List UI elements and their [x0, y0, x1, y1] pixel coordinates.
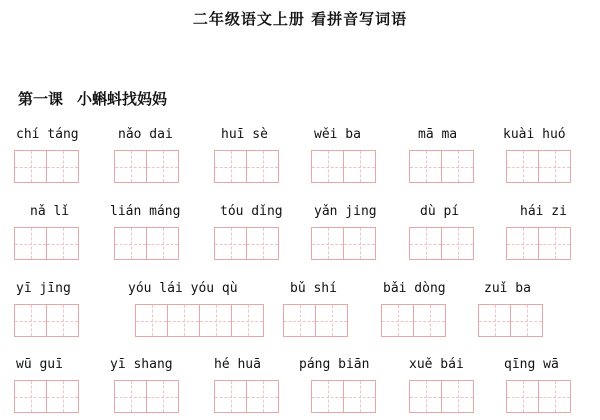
pinyin-text: chí táng [16, 127, 79, 142]
writing-cell[interactable] [311, 227, 344, 260]
writing-cell[interactable] [506, 227, 539, 260]
pinyin-text: kuài huó [503, 127, 566, 142]
writing-grid [14, 150, 78, 183]
writing-cell[interactable] [146, 227, 179, 260]
writing-grid [114, 227, 178, 260]
pinyin-text: tóu dǐng [220, 204, 283, 219]
writing-cell[interactable] [510, 304, 543, 337]
writing-grid [114, 150, 178, 183]
writing-cell[interactable] [231, 304, 264, 337]
pinyin-text: hé huā [214, 357, 261, 372]
pinyin-text: yī jīng [16, 281, 71, 296]
writing-cell[interactable] [538, 380, 571, 413]
writing-grid [311, 380, 375, 413]
writing-cell[interactable] [381, 304, 414, 337]
writing-grid [214, 150, 278, 183]
writing-grid [478, 304, 542, 337]
lesson-number: 第一课 [18, 90, 64, 108]
writing-cell[interactable] [538, 227, 571, 260]
pinyin-text: yǎn jing [314, 204, 377, 219]
pinyin-text: yī shang [110, 357, 173, 372]
writing-cell[interactable] [14, 304, 47, 337]
writing-cell[interactable] [441, 380, 474, 413]
pinyin-text: qīng wā [504, 357, 559, 372]
writing-cell[interactable] [506, 150, 539, 183]
writing-cell[interactable] [409, 227, 442, 260]
writing-cell[interactable] [14, 150, 47, 183]
pinyin-text: huī sè [221, 127, 268, 142]
writing-cell[interactable] [283, 304, 316, 337]
pinyin-text: bǔ shí [290, 281, 337, 296]
writing-grid [214, 380, 278, 413]
writing-cell[interactable] [114, 380, 147, 413]
writing-grid [506, 150, 570, 183]
writing-cell[interactable] [538, 150, 571, 183]
writing-cell[interactable] [214, 150, 247, 183]
pinyin-text: nǎo dai [118, 127, 173, 142]
writing-cell[interactable] [46, 380, 79, 413]
writing-cell[interactable] [146, 380, 179, 413]
pinyin-text: xuě bái [409, 357, 464, 372]
writing-cell[interactable] [246, 150, 279, 183]
writing-cell[interactable] [14, 227, 47, 260]
writing-cell[interactable] [146, 150, 179, 183]
writing-cell[interactable] [409, 150, 442, 183]
pinyin-text: zuǐ ba [484, 281, 531, 296]
writing-cell[interactable] [135, 304, 168, 337]
writing-grid [311, 150, 375, 183]
writing-cell[interactable] [114, 227, 147, 260]
writing-cell[interactable] [46, 227, 79, 260]
writing-cell[interactable] [46, 150, 79, 183]
writing-grid [506, 380, 570, 413]
writing-cell[interactable] [506, 380, 539, 413]
writing-grid [14, 227, 78, 260]
writing-grid [14, 304, 78, 337]
writing-cell[interactable] [343, 380, 376, 413]
writing-cell[interactable] [441, 227, 474, 260]
writing-grid [14, 380, 78, 413]
page-title: 二年级语文上册 看拼音写词语 [192, 10, 408, 28]
writing-cell[interactable] [413, 304, 446, 337]
pinyin-text: hái zi [520, 204, 567, 219]
writing-cell[interactable] [311, 150, 344, 183]
writing-grid [135, 304, 263, 337]
writing-cell[interactable] [246, 380, 279, 413]
writing-cell[interactable] [441, 150, 474, 183]
writing-grid [409, 150, 473, 183]
writing-grid [214, 227, 278, 260]
writing-cell[interactable] [478, 304, 511, 337]
writing-cell[interactable] [214, 227, 247, 260]
pinyin-text: mā ma [418, 127, 458, 142]
writing-grid [283, 304, 347, 337]
pinyin-text: dù pí [420, 204, 460, 219]
writing-cell[interactable] [46, 304, 79, 337]
writing-grid [506, 227, 570, 260]
pinyin-text: nǎ lǐ [30, 204, 70, 219]
pinyin-text: wěi ba [314, 127, 361, 142]
writing-grid [311, 227, 375, 260]
pinyin-text: yóu lái yóu qù [128, 281, 238, 296]
writing-cell[interactable] [343, 227, 376, 260]
writing-cell[interactable] [199, 304, 232, 337]
writing-cell[interactable] [214, 380, 247, 413]
writing-cell[interactable] [167, 304, 200, 337]
pinyin-text: páng biān [299, 357, 370, 372]
writing-cell[interactable] [409, 380, 442, 413]
writing-cell[interactable] [343, 150, 376, 183]
writing-grid [409, 380, 473, 413]
writing-cell[interactable] [246, 227, 279, 260]
pinyin-text: lián máng [110, 204, 181, 219]
writing-cell[interactable] [311, 380, 344, 413]
lesson-name: 小蝌蚪找妈妈 [77, 90, 168, 108]
pinyin-text: bǎi dòng [383, 281, 446, 296]
writing-cell[interactable] [14, 380, 47, 413]
writing-cell[interactable] [114, 150, 147, 183]
writing-cell[interactable] [315, 304, 348, 337]
pinyin-text: wū guī [16, 357, 63, 372]
writing-grid [381, 304, 445, 337]
writing-grid [114, 380, 178, 413]
writing-grid [409, 227, 473, 260]
